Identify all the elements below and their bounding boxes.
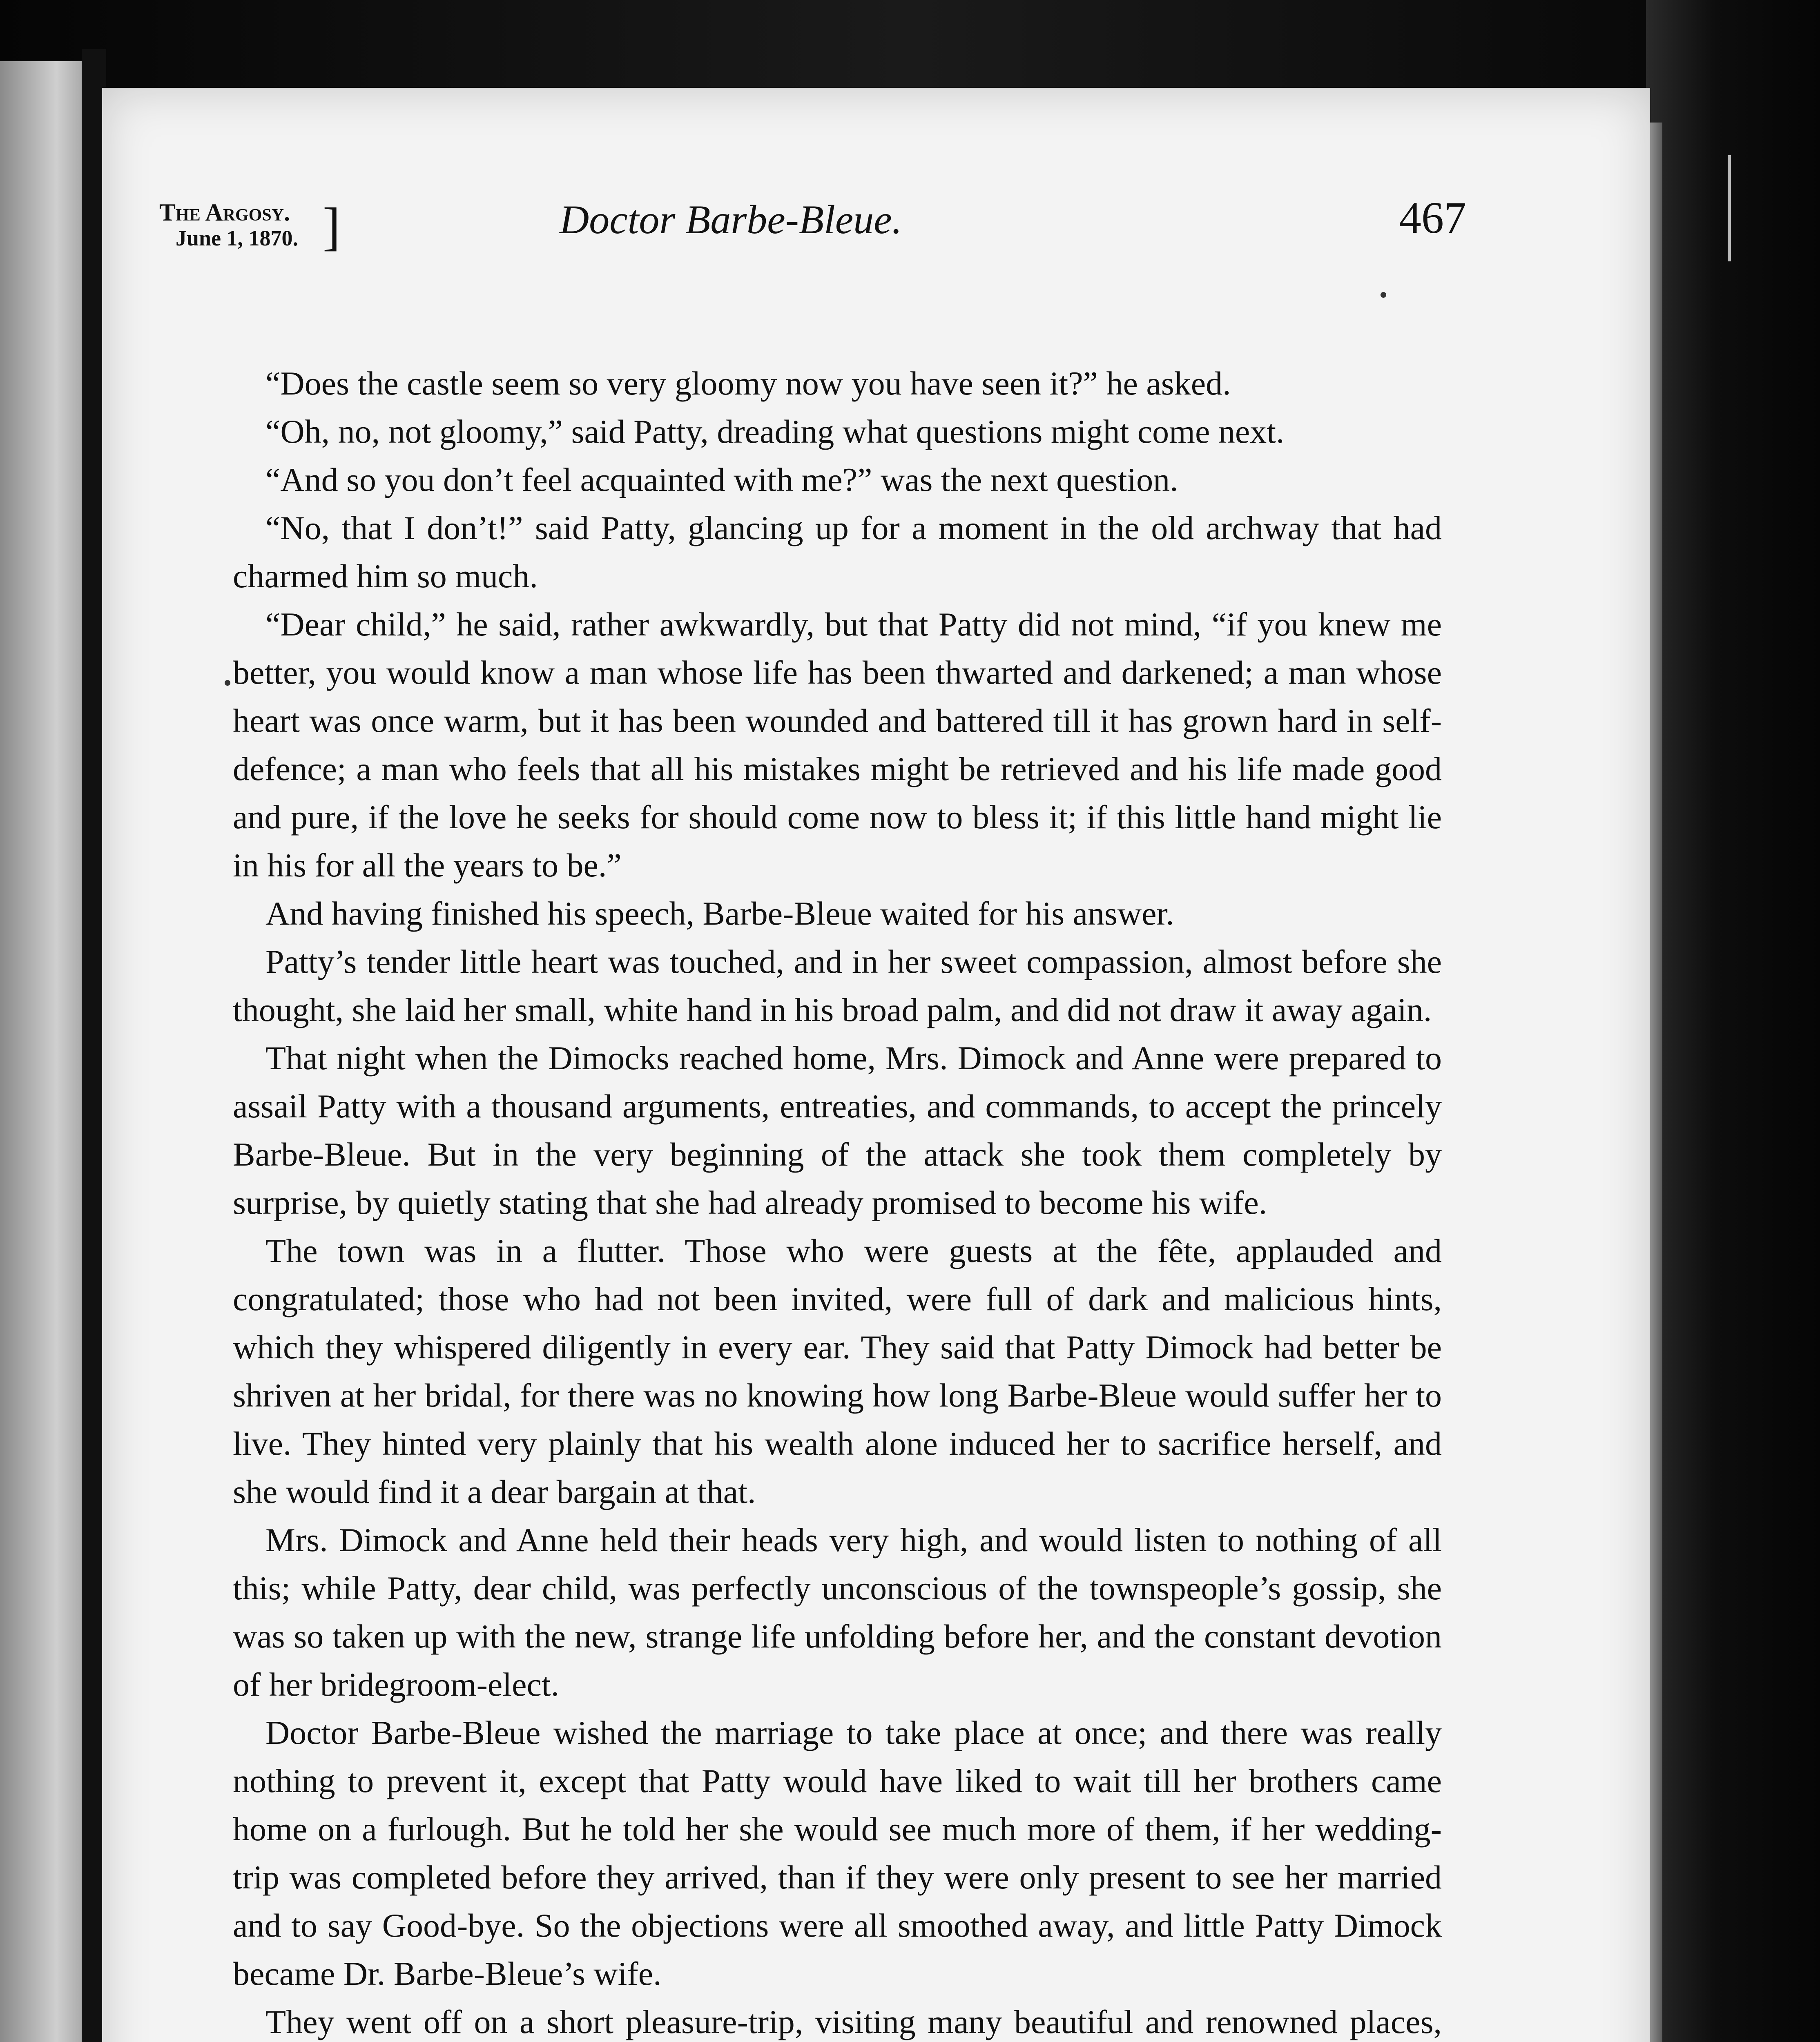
page-header (159, 193, 1466, 257)
paragraph: Mrs. Dimock and Anne held their heads very high, and would listen to nothing of all this; while Patty, dear child, was perfectly unconscious of the townspeople’s gossip, she was so taken up with the new, strange life unfolding before her, and the constant devotion of her bridegroom-elect. (233, 1521, 1442, 1703)
crop-mark (1728, 155, 1747, 261)
running-head (159, 197, 341, 256)
page-title: Doctor Barbe-Bleue. (560, 197, 902, 242)
facing-page-edge (0, 61, 94, 2042)
body-text (233, 359, 1442, 2042)
paragraph: They went off on a short pleasure-trip, visiting many beautiful and renowned places, (265, 2003, 1442, 2040)
issue-date: June 1, 1870. (176, 226, 299, 250)
paragraph: “Oh, no, not gloomy,” said Patty, dreading what questions might come next. (265, 413, 1285, 450)
paragraph: “And so you don’t feel acquainted with me?” was the next question. (265, 461, 1178, 498)
magazine-name: The Argosy. (159, 199, 290, 226)
background-dark-area (1646, 0, 1820, 2042)
ink-speck (1381, 292, 1386, 298)
paragraph: That night when the Dimocks reached home, Mrs. Dimock and Anne were prepared to assail Patty with a thousand arguments, entreaties, and commands, to accept the princely Barbe-Bleue. But in the very beginning of the attack she took them completely by surprise, by quietly stating that she had already promised to become his wife. (233, 1039, 1442, 1221)
paragraph: Patty’s tender little heart was touched, and in her sweet compassion, almost before she thought, she laid her small, white hand in his broad palm, and did not draw it away again. (233, 943, 1442, 1028)
page-number: 467 (1399, 193, 1466, 243)
paragraph: Doctor Barbe-Bleue wished the marriage to take place at once; and there was really nothing to prevent it, except that Patty would have liked to wait till her brothers came home on a furlough. But he told her she would see much more of them, if her wedding-trip was completed before they arrived, than if they were only present to see her married and to say Good-bye. So the objections were all smoothed away, and little Patty Dimock became Dr. Barbe-Bleue’s wife. (233, 1714, 1442, 1992)
paragraph: “No, that I don’t!” said Patty, glancing up for a moment in the old archway that had charmed him so much. (233, 509, 1442, 595)
ink-speck (225, 680, 230, 686)
paragraph: And having finished his speech, Barbe-Bleue waited for his answer. (265, 895, 1174, 932)
paragraph: The town was in a flutter. Those who were guests at the fête, applauded and congratulated; those who had not been invited, were full of dark and malicious hints, which they whispered diligently in every ear. They said that Patty Dimock had better be shriven at her bridal, for there was no knowing how long Barbe-Bleue would suffer her to live. They hinted very plainly that his wealth alone induced her to sacrifice herself, and she would find it a dear bargain at that. (233, 1232, 1442, 1510)
paragraph: “Dear child,” he said, rather awkwardly, but that Patty did not mind, “if you knew me better, you would know a man whose life has been thwarted and darkened; a man whose heart was once warm, but it has been wounded and battered till it has grown hard in self-defence; a man who feels that all his mistakes might be retrieved and his life made good and pure, if the love he seeks for should come now to bless it; if this little hand might lie in his for all the years to be.” (233, 606, 1442, 884)
bracket: ] (323, 197, 341, 256)
paragraph: “Does the castle seem so very gloomy now you have seen it?” he asked. (265, 365, 1231, 402)
